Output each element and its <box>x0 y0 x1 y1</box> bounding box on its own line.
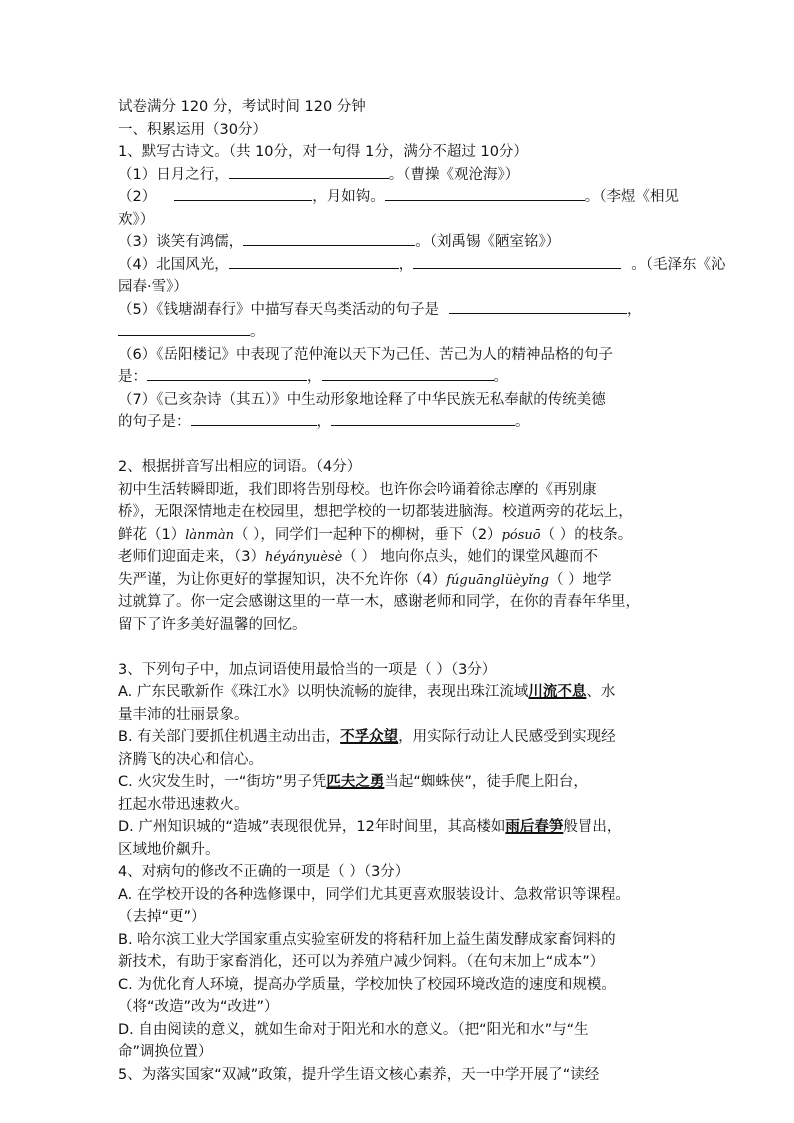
q1-item-4: （4）北国风光， ， 。（毛泽东《沁 <box>118 254 678 277</box>
q2-passage-line: 过就算了。你一定会感谢这里的一草一木，感谢老师和同学，在你的青春年华里， <box>118 594 640 610</box>
answer-blank[interactable] <box>243 231 415 246</box>
answer-blank[interactable] <box>449 299 627 314</box>
q1-item-3: （3）谈笑有鸿儒， 。（刘禹锡《陋室铭》） <box>118 231 678 254</box>
pinyin-4: fúguānglüèyǐng <box>446 572 549 588</box>
q4-option-d-cont: 命”调换位置） <box>118 1044 213 1060</box>
answer-blank[interactable] <box>413 254 621 269</box>
q4-option-b[interactable]: B. 哈尔滨工业大学国家重点实验室研发的将秸秆加上益生菌发酵成家畜饲料的 <box>118 931 616 948</box>
q1-item-5: （5）《钱塘湖春行》中描写春天鸟类活动的句子是 ， <box>118 299 678 322</box>
q1-item-6-cont: 是： ， 。 <box>118 366 678 389</box>
q2-passage-line: 初中生活转瞬即逝，我们即将告别母校。也许你会吟诵着徐志摩的《再别康 <box>118 481 597 498</box>
pinyin-2: pósuō <box>501 527 541 543</box>
q3-option-a[interactable]: A. 广东民歌新作《珠江水》以明快流畅的旋律，表现出珠江流域川流不息、水 <box>118 684 616 700</box>
q1-item-5-cont: 。 <box>118 321 678 344</box>
marked-word: 不孚众望 <box>340 729 399 745</box>
q1-item-6: （6）《岳阳楼记》中表现了范仲淹以天下为己任、苦己为人的精神品格的句子 <box>118 346 613 363</box>
answer-blank[interactable] <box>331 411 515 426</box>
exam-page <box>118 96 726 1086</box>
q2-passage-line: 留下了许多美好温馨的回忆。 <box>118 616 307 633</box>
pinyin-3: héyányuèsè <box>264 550 343 565</box>
marked-word: 川流不息 <box>528 684 587 700</box>
answer-blank[interactable] <box>174 186 312 201</box>
q2-passage-line: 失严谨，为让你更好的掌握知识，决不允许你（4）fúguānglüèyǐng（ ）地学 <box>118 571 612 588</box>
q4-option-c[interactable]: C. 为优化育人环境，提高办学质量，学校加快了校园环境改造的速度和规模。 <box>118 976 616 993</box>
q4-option-a[interactable]: A. 在学校开设的各种选修课中，同学们尤其更喜欢服装设计、急救常识等课程。 <box>118 886 630 903</box>
answer-blank[interactable] <box>118 321 250 336</box>
q3-option-d[interactable]: D. 广州知识城的“造城”表现很优异，12年时间里，其高楼如雨后春笋般冒出， <box>118 819 622 835</box>
q3-option-d-cont: 区域地价飙升。 <box>118 841 220 858</box>
exam-info: 试卷满分 120 分，考试时间 120 分钟 <box>118 99 366 115</box>
pinyin-1: lànmàn <box>185 527 234 543</box>
question-3-title: 3、下列句子中，加点词语使用最恰当的一项是（ ）（3分） <box>118 661 497 678</box>
marked-word: 匹夫之勇 <box>326 774 385 790</box>
q1-item-1: （1）日月之行， 。（曹操《观沧海》） <box>118 164 678 187</box>
q1-item-7-cont: 的句子是： ， 。 <box>118 411 678 434</box>
question-4-title: 4、对病句的修改不正确的一项是（ ）（3分） <box>118 864 410 880</box>
answer-blank[interactable] <box>147 366 307 381</box>
q4-option-b-cont: 新技术，有助于家畜消化，还可以为养殖户减少饲料。（在句末加上“成本”） <box>118 954 605 970</box>
q4-option-a-cont: （去掉“更”） <box>118 909 206 925</box>
q2-passage-line: 老师们迎面走来，（3）héyányuèsè（ ） 地向你点头，她们的课堂风趣而不 <box>118 549 599 565</box>
q1-item-2-cont: 欢》） <box>118 211 155 228</box>
marked-word: 雨后春笋 <box>505 819 564 835</box>
q3-option-c[interactable]: C. 火灾发生时，一“街坊”男子凭匹夫之勇当起“蜘蛛侠”，徒手爬上阳台， <box>118 774 588 790</box>
q4-option-c-cont: （将“改造”改为“改进”） <box>118 999 279 1015</box>
question-2-title: 2、根据拼音写出相应的词语。（4分） <box>118 459 362 475</box>
question-5-title: 5、为落实国家“双减”政策，提升学生语文核心素养，天一中学开展了“读经 <box>118 1066 600 1083</box>
q3-option-b-cont: 济腾飞的决心和信心。 <box>118 751 263 768</box>
answer-blank[interactable] <box>229 254 399 269</box>
q3-option-c-cont: 扛起水带迅速救火。 <box>118 796 249 813</box>
q3-option-a-cont: 量丰沛的壮丽景象。 <box>118 706 249 723</box>
q2-passage-line: 桥》，无限深情地走在校园里，想把学校的一切都装进脑海。校道两旁的花坛上， <box>118 504 633 520</box>
q2-passage-line: 鲜花（1）lànmàn（ ），同学们一起种下的柳树，垂下（2）pósuō（ ）的枝条。 <box>118 526 633 543</box>
q1-item-2: （2） ，月如钩。 。（李煜《相见 <box>118 186 678 209</box>
question-1-title: 1、默写古诗文。（共 10分，对一句得 1分，满分不超过 10分） <box>118 144 528 160</box>
q1-item-4-cont: 园春·雪》） <box>118 279 188 295</box>
q3-option-b[interactable]: B. 有关部门要抓住机遇主动出击，不孚众望，用实际行动让人民感受到实现经 <box>118 729 616 745</box>
answer-blank[interactable] <box>385 186 585 201</box>
answer-blank[interactable] <box>191 411 317 426</box>
q1-item-7: （7）《己亥杂诗（其五）》中生动形象地诠释了中华民族无私奉献的传统美德 <box>118 391 606 408</box>
section-heading: 一、积累运用（30分） <box>118 121 267 138</box>
answer-blank[interactable] <box>229 164 389 179</box>
q4-option-d[interactable]: D. 自由阅读的意义，就如生命对于阳光和水的意义。（把“阳光和水”与“生 <box>118 1021 589 1038</box>
answer-blank[interactable] <box>322 366 494 381</box>
